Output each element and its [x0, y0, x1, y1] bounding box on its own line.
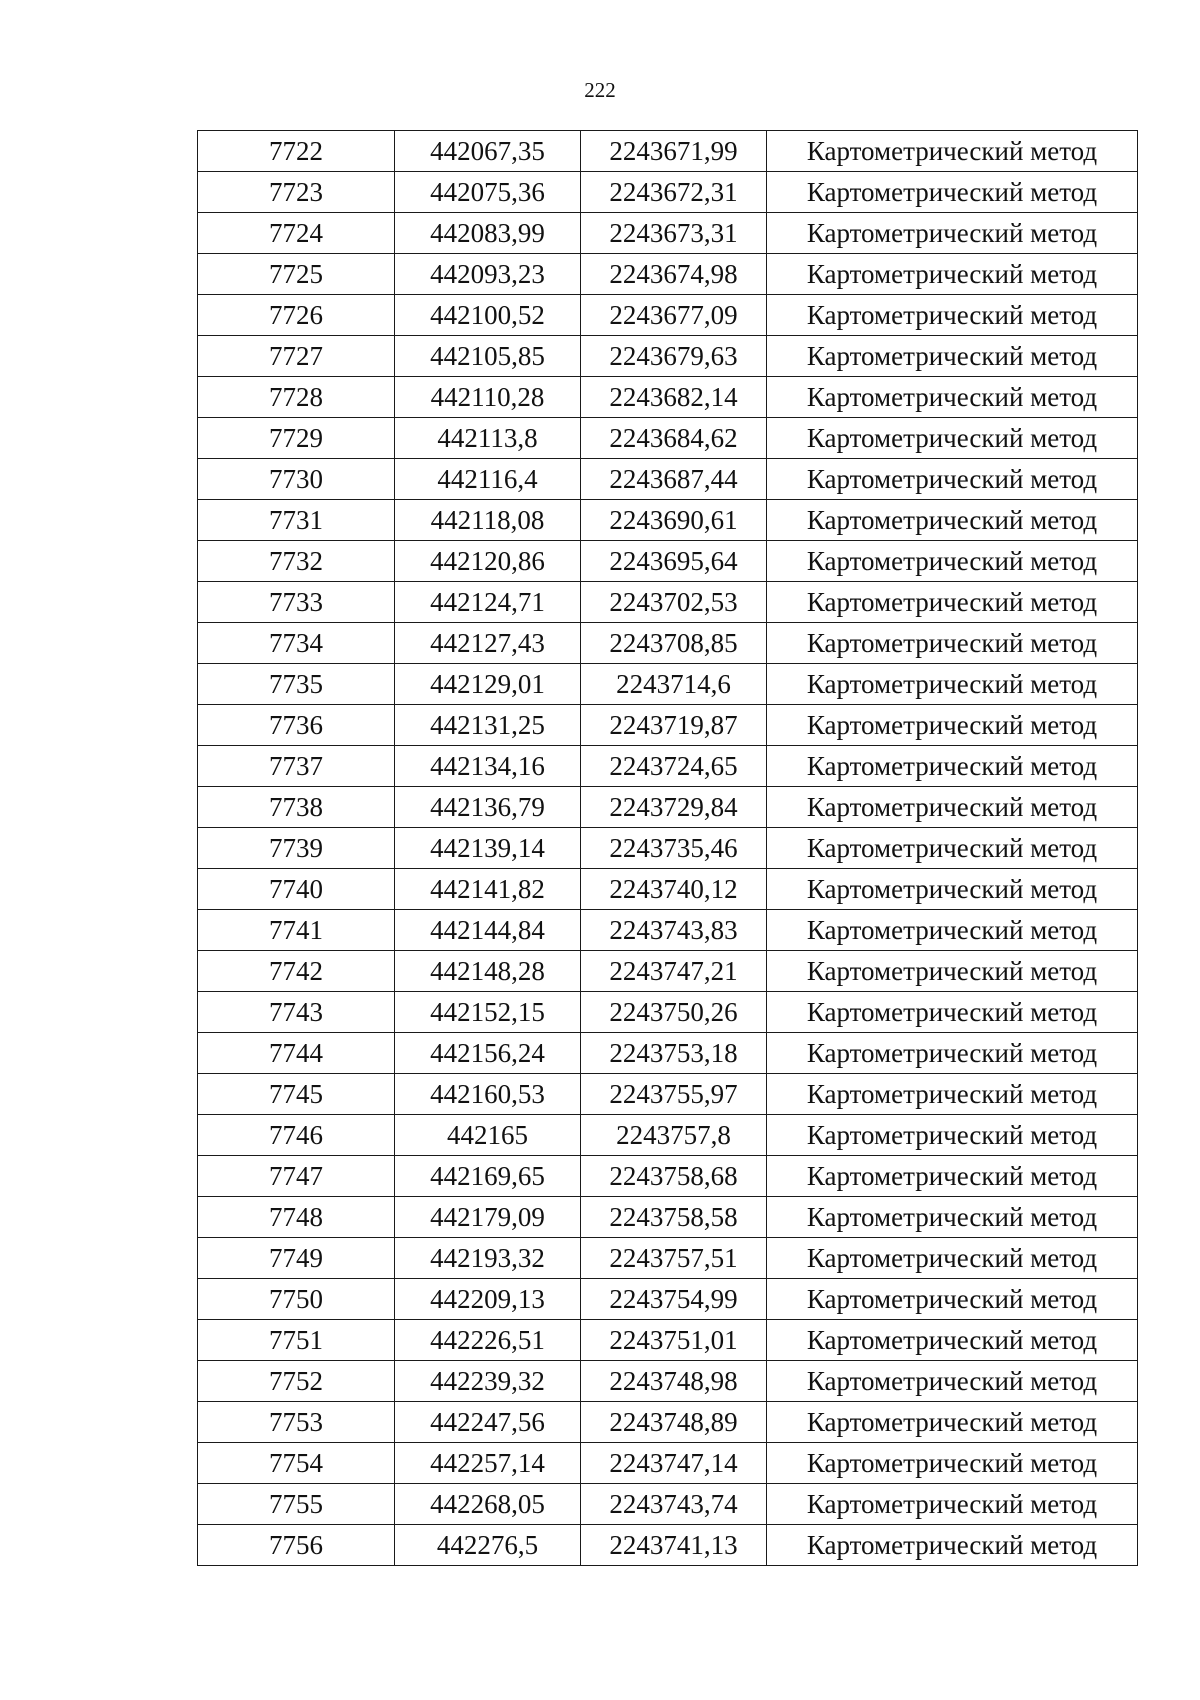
- method-cell: Картометрический метод: [767, 131, 1138, 172]
- method-cell: Картометрический метод: [767, 1279, 1138, 1320]
- y-coordinate-cell: 2243714,6: [581, 664, 767, 705]
- y-coordinate-cell: 2243743,74: [581, 1484, 767, 1525]
- point-number-cell: 7728: [198, 377, 395, 418]
- table-row: [198, 1115, 1138, 1156]
- table-row: [198, 828, 1138, 869]
- method-cell: Картометрический метод: [767, 1074, 1138, 1115]
- point-number-cell: 7731: [198, 500, 395, 541]
- x-coordinate-cell: 442127,43: [395, 623, 581, 664]
- method-cell: Картометрический метод: [767, 828, 1138, 869]
- table-row: [198, 459, 1138, 500]
- table-row: [198, 254, 1138, 295]
- table-row: [198, 1156, 1138, 1197]
- point-number-cell: 7745: [198, 1074, 395, 1115]
- y-coordinate-cell: 2243758,68: [581, 1156, 767, 1197]
- table-row: [198, 705, 1138, 746]
- table-row: [198, 1443, 1138, 1484]
- table-row: [198, 541, 1138, 582]
- method-cell: Картометрический метод: [767, 1361, 1138, 1402]
- method-cell: Картометрический метод: [767, 992, 1138, 1033]
- table-row: [198, 131, 1138, 172]
- table-row: [198, 1402, 1138, 1443]
- x-coordinate-cell: 442160,53: [395, 1074, 581, 1115]
- method-cell: Картометрический метод: [767, 1197, 1138, 1238]
- table-row: [198, 1320, 1138, 1361]
- x-coordinate-cell: 442124,71: [395, 582, 581, 623]
- method-cell: Картометрический метод: [767, 172, 1138, 213]
- x-coordinate-cell: 442136,79: [395, 787, 581, 828]
- x-coordinate-cell: 442247,56: [395, 1402, 581, 1443]
- table-row: [198, 336, 1138, 377]
- method-cell: Картометрический метод: [767, 459, 1138, 500]
- y-coordinate-cell: 2243757,8: [581, 1115, 767, 1156]
- point-number-cell: 7755: [198, 1484, 395, 1525]
- y-coordinate-cell: 2243755,97: [581, 1074, 767, 1115]
- y-coordinate-cell: 2243747,14: [581, 1443, 767, 1484]
- y-coordinate-cell: 2243684,62: [581, 418, 767, 459]
- method-cell: Картометрический метод: [767, 1156, 1138, 1197]
- point-number-cell: 7749: [198, 1238, 395, 1279]
- x-coordinate-cell: 442100,52: [395, 295, 581, 336]
- point-number-cell: 7722: [198, 131, 395, 172]
- table-row: [198, 500, 1138, 541]
- y-coordinate-cell: 2243687,44: [581, 459, 767, 500]
- table-row: [198, 623, 1138, 664]
- method-cell: Картометрический метод: [767, 213, 1138, 254]
- x-coordinate-cell: 442120,86: [395, 541, 581, 582]
- x-coordinate-cell: 442144,84: [395, 910, 581, 951]
- method-cell: Картометрический метод: [767, 377, 1138, 418]
- x-coordinate-cell: 442276,5: [395, 1525, 581, 1566]
- method-cell: Картометрический метод: [767, 664, 1138, 705]
- point-number-cell: 7730: [198, 459, 395, 500]
- point-number-cell: 7726: [198, 295, 395, 336]
- y-coordinate-cell: 2243757,51: [581, 1238, 767, 1279]
- method-cell: Картометрический метод: [767, 582, 1138, 623]
- table-row: [198, 787, 1138, 828]
- point-number-cell: 7753: [198, 1402, 395, 1443]
- y-coordinate-cell: 2243735,46: [581, 828, 767, 869]
- x-coordinate-cell: 442134,16: [395, 746, 581, 787]
- point-number-cell: 7732: [198, 541, 395, 582]
- method-cell: Картометрический метод: [767, 418, 1138, 459]
- y-coordinate-cell: 2243671,99: [581, 131, 767, 172]
- point-number-cell: 7746: [198, 1115, 395, 1156]
- x-coordinate-cell: 442067,35: [395, 131, 581, 172]
- method-cell: Картометрический метод: [767, 623, 1138, 664]
- x-coordinate-cell: 442156,24: [395, 1033, 581, 1074]
- x-coordinate-cell: 442083,99: [395, 213, 581, 254]
- table-row: [198, 377, 1138, 418]
- point-number-cell: 7744: [198, 1033, 395, 1074]
- x-coordinate-cell: 442113,8: [395, 418, 581, 459]
- method-cell: Картометрический метод: [767, 295, 1138, 336]
- point-number-cell: 7741: [198, 910, 395, 951]
- point-number-cell: 7752: [198, 1361, 395, 1402]
- table-row: [198, 746, 1138, 787]
- method-cell: Картометрический метод: [767, 1525, 1138, 1566]
- y-coordinate-cell: 2243748,98: [581, 1361, 767, 1402]
- point-number-cell: 7756: [198, 1525, 395, 1566]
- method-cell: Картометрический метод: [767, 951, 1138, 992]
- method-cell: Картометрический метод: [767, 1484, 1138, 1525]
- x-coordinate-cell: 442118,08: [395, 500, 581, 541]
- point-number-cell: 7751: [198, 1320, 395, 1361]
- point-number-cell: 7737: [198, 746, 395, 787]
- y-coordinate-cell: 2243724,65: [581, 746, 767, 787]
- coordinates-table-body: [198, 131, 1138, 1566]
- point-number-cell: 7734: [198, 623, 395, 664]
- page-number: 222: [584, 78, 616, 102]
- y-coordinate-cell: 2243702,53: [581, 582, 767, 623]
- method-cell: Картометрический метод: [767, 787, 1138, 828]
- x-coordinate-cell: 442193,32: [395, 1238, 581, 1279]
- table-row: [198, 951, 1138, 992]
- method-cell: Картометрический метод: [767, 910, 1138, 951]
- x-coordinate-cell: 442141,82: [395, 869, 581, 910]
- point-number-cell: 7747: [198, 1156, 395, 1197]
- method-cell: Картометрический метод: [767, 500, 1138, 541]
- point-number-cell: 7748: [198, 1197, 395, 1238]
- method-cell: Картометрический метод: [767, 746, 1138, 787]
- table-row: [198, 213, 1138, 254]
- table-row: [198, 418, 1138, 459]
- x-coordinate-cell: 442209,13: [395, 1279, 581, 1320]
- method-cell: Картометрический метод: [767, 1033, 1138, 1074]
- method-cell: Картометрический метод: [767, 336, 1138, 377]
- table-row: [198, 992, 1138, 1033]
- point-number-cell: 7725: [198, 254, 395, 295]
- point-number-cell: 7754: [198, 1443, 395, 1484]
- x-coordinate-cell: 442152,15: [395, 992, 581, 1033]
- table-row: [198, 1484, 1138, 1525]
- point-number-cell: 7739: [198, 828, 395, 869]
- y-coordinate-cell: 2243743,83: [581, 910, 767, 951]
- table-row: [198, 1238, 1138, 1279]
- x-coordinate-cell: 442105,85: [395, 336, 581, 377]
- y-coordinate-cell: 2243753,18: [581, 1033, 767, 1074]
- point-number-cell: 7736: [198, 705, 395, 746]
- y-coordinate-cell: 2243690,61: [581, 500, 767, 541]
- table-row: [198, 1074, 1138, 1115]
- y-coordinate-cell: 2243750,26: [581, 992, 767, 1033]
- table-row: [198, 1279, 1138, 1320]
- y-coordinate-cell: 2243758,58: [581, 1197, 767, 1238]
- y-coordinate-cell: 2243754,99: [581, 1279, 767, 1320]
- y-coordinate-cell: 2243748,89: [581, 1402, 767, 1443]
- x-coordinate-cell: 442139,14: [395, 828, 581, 869]
- method-cell: Картометрический метод: [767, 1443, 1138, 1484]
- x-coordinate-cell: 442110,28: [395, 377, 581, 418]
- method-cell: Картометрический метод: [767, 541, 1138, 582]
- y-coordinate-cell: 2243719,87: [581, 705, 767, 746]
- table-row: [198, 910, 1138, 951]
- x-coordinate-cell: 442131,25: [395, 705, 581, 746]
- y-coordinate-cell: 2243747,21: [581, 951, 767, 992]
- method-cell: Картометрический метод: [767, 1238, 1138, 1279]
- method-cell: Картометрический метод: [767, 254, 1138, 295]
- table-row: [198, 295, 1138, 336]
- method-cell: Картометрический метод: [767, 1402, 1138, 1443]
- y-coordinate-cell: 2243674,98: [581, 254, 767, 295]
- method-cell: Картометрический метод: [767, 869, 1138, 910]
- y-coordinate-cell: 2243679,63: [581, 336, 767, 377]
- x-coordinate-cell: 442257,14: [395, 1443, 581, 1484]
- table-row: [198, 1525, 1138, 1566]
- x-coordinate-cell: 442165: [395, 1115, 581, 1156]
- point-number-cell: 7743: [198, 992, 395, 1033]
- y-coordinate-cell: 2243708,85: [581, 623, 767, 664]
- point-number-cell: 7738: [198, 787, 395, 828]
- y-coordinate-cell: 2243672,31: [581, 172, 767, 213]
- y-coordinate-cell: 2243741,13: [581, 1525, 767, 1566]
- table-row: [198, 1033, 1138, 1074]
- method-cell: Картометрический метод: [767, 1320, 1138, 1361]
- x-coordinate-cell: 442148,28: [395, 951, 581, 992]
- x-coordinate-cell: 442226,51: [395, 1320, 581, 1361]
- table-row: [198, 172, 1138, 213]
- y-coordinate-cell: 2243751,01: [581, 1320, 767, 1361]
- method-cell: Картометрический метод: [767, 705, 1138, 746]
- x-coordinate-cell: 442129,01: [395, 664, 581, 705]
- x-coordinate-cell: 442239,32: [395, 1361, 581, 1402]
- point-number-cell: 7733: [198, 582, 395, 623]
- point-number-cell: 7742: [198, 951, 395, 992]
- coordinates-table: [197, 130, 1138, 1566]
- point-number-cell: 7740: [198, 869, 395, 910]
- x-coordinate-cell: 442093,23: [395, 254, 581, 295]
- x-coordinate-cell: 442116,4: [395, 459, 581, 500]
- point-number-cell: 7750: [198, 1279, 395, 1320]
- point-number-cell: 7729: [198, 418, 395, 459]
- table-row: [198, 582, 1138, 623]
- y-coordinate-cell: 2243682,14: [581, 377, 767, 418]
- point-number-cell: 7724: [198, 213, 395, 254]
- y-coordinate-cell: 2243673,31: [581, 213, 767, 254]
- x-coordinate-cell: 442169,65: [395, 1156, 581, 1197]
- x-coordinate-cell: 442179,09: [395, 1197, 581, 1238]
- method-cell: Картометрический метод: [767, 1115, 1138, 1156]
- y-coordinate-cell: 2243695,64: [581, 541, 767, 582]
- y-coordinate-cell: 2243729,84: [581, 787, 767, 828]
- x-coordinate-cell: 442075,36: [395, 172, 581, 213]
- y-coordinate-cell: 2243740,12: [581, 869, 767, 910]
- table-row: [198, 1361, 1138, 1402]
- x-coordinate-cell: 442268,05: [395, 1484, 581, 1525]
- table-row: [198, 869, 1138, 910]
- point-number-cell: 7727: [198, 336, 395, 377]
- table-row: [198, 1197, 1138, 1238]
- table-row: [198, 664, 1138, 705]
- point-number-cell: 7723: [198, 172, 395, 213]
- point-number-cell: 7735: [198, 664, 395, 705]
- y-coordinate-cell: 2243677,09: [581, 295, 767, 336]
